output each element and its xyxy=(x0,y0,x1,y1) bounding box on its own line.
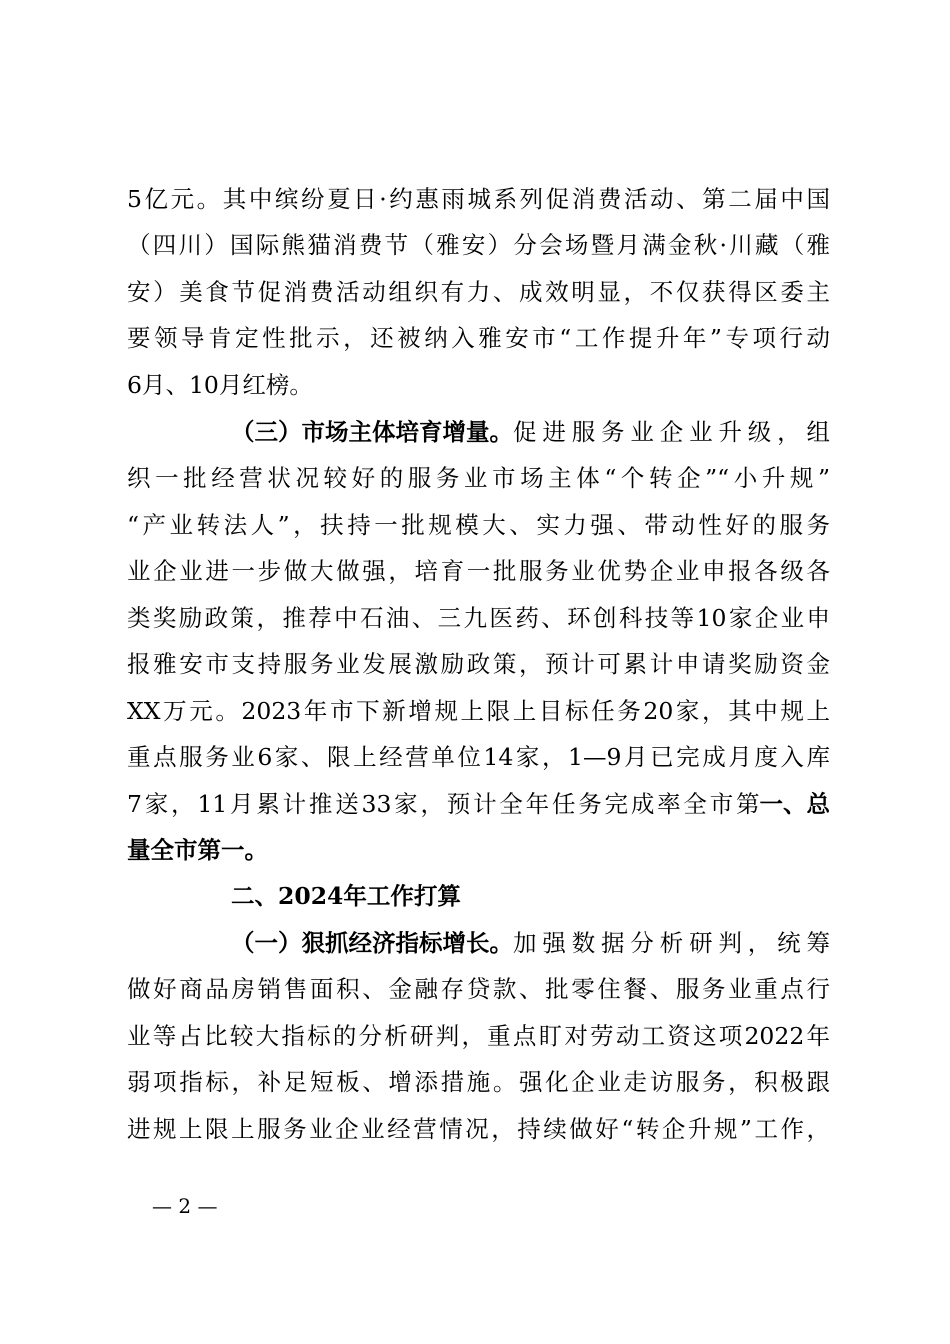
paragraph-line: 弱项指标，补足短板、增添措施。强化企业走访服务，积极跟 xyxy=(127,1068,830,1096)
emphasis-text: 一、总 xyxy=(759,790,830,818)
paragraph-line xyxy=(127,782,830,826)
paragraph-line: 业企业进一步做大做强，培育一批服务业优势企业申报各级各 xyxy=(127,557,830,585)
paragraph-line: 6月、10月红榜。 xyxy=(127,371,313,399)
paragraph-line: 安）美食节促消费活动组织有力、成效明显，不仅获得区委主 xyxy=(127,278,830,306)
paragraph-line xyxy=(231,410,830,454)
page-number: — 2 — xyxy=(152,1194,218,1218)
paragraph-line: 业等占比较大指标的分析研判，重点盯对劳动工资这项2022年 xyxy=(127,1022,830,1050)
paragraph-line: 做好商品房销售面积、金融存贷款、批零住餐、服务业重点行 xyxy=(127,975,830,1003)
paragraph-line: 5亿元。其中缤纷夏日·约惠雨城系列促消费活动、第二届中国 xyxy=(127,185,830,213)
paragraph-line: XX万元。2023年市下新增规上限上目标任务20家，其中规上 xyxy=(127,697,830,725)
paragraph-line: （四川）国际熊猫消费节（雅安）分会场暨月满金秋·川藏（雅 xyxy=(127,231,830,259)
paragraph-line: 要领导肯定性批示，还被纳入雅安市“工作提升年”专项行动 xyxy=(127,324,830,352)
paragraph-text: 7家，11月累计推送33家，预计全年任务完成率全市第 xyxy=(127,790,760,818)
section-heading: 二、2024年工作打算 xyxy=(231,882,461,910)
paragraph-line: 进规上限上服务业企业经营情况，持续做好“转企升规”工作， xyxy=(127,1115,830,1143)
paragraph-line: 报雅安市支持服务业发展激励政策，预计可累计申请奖励资金 xyxy=(127,650,830,678)
section-heading: （一）狠抓经济指标增长。 xyxy=(231,929,513,957)
paragraph-line: 类奖励政策，推荐中石油、三九医药、环创科技等10家企业申 xyxy=(127,604,830,632)
paragraph-line: 重点服务业6家、限上经营单位14家，1—9月已完成月度入库 xyxy=(127,743,830,771)
paragraph-text: 加强数据分析研判，统筹 xyxy=(513,929,830,957)
paragraph-line: “产业转法人”，扶持一批规模大、实力强、带动性好的服务 xyxy=(127,511,830,539)
paragraph-line: 织一批经营状况较好的服务业市场主体“个转企”“小升规” xyxy=(127,464,830,492)
paragraph-text: 促进服务业企业升级，组 xyxy=(513,418,830,446)
emphasis-line: 量全市第一。 xyxy=(127,836,268,864)
paragraph-line xyxy=(231,921,830,965)
section-heading: （三）市场主体培育增量。 xyxy=(231,418,513,446)
